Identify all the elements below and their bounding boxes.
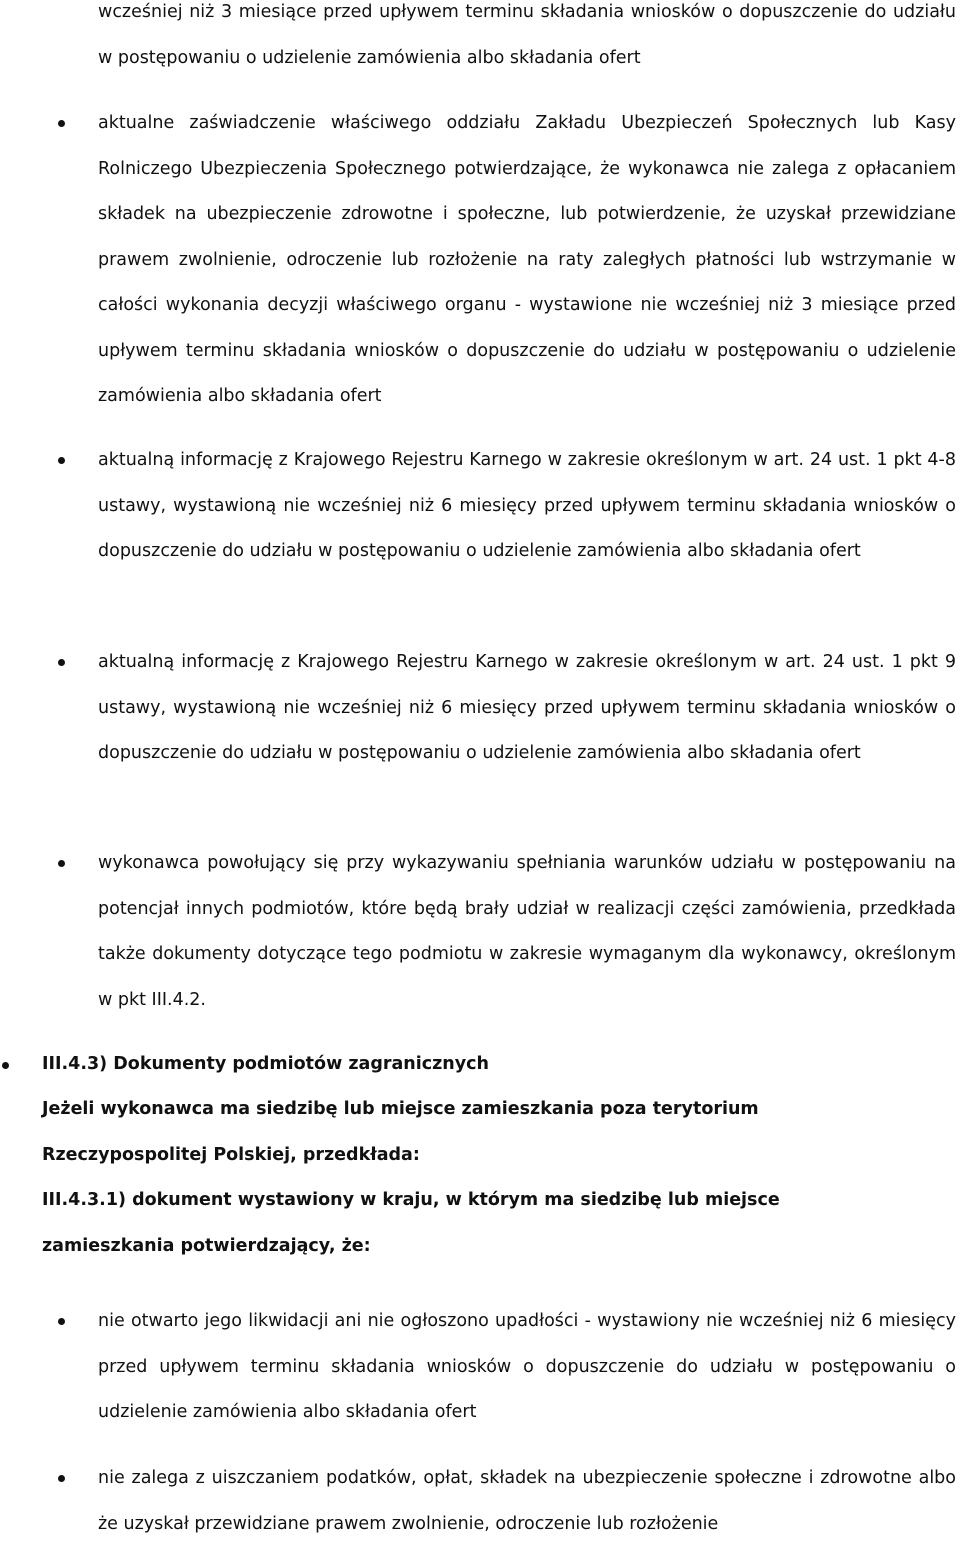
bullet-icon <box>58 1318 65 1325</box>
bullet-icon <box>58 1475 65 1482</box>
section-intro: Jeżeli wykonawca ma siedzibę lub miejsce zamieszkania poza terytorium Rzeczypospolitej Polskiej, przedkłada: <box>42 1099 759 1165</box>
list-item-zus: aktualne zaświadczenie właściwego oddziału Zakładu Ubezpieczeń Społecznych lub Kasy Rolniczego Ubezpieczenia Społecznego potwierdzające, że wykonawca nie zalega z opłacaniem składek na ubezpieczenie zdrowotne i społeczne, lub potwierdzenie, że uzyskał przewidziane prawem zwolnienie, odroczenie lub rozłożenie na raty zaległych płatności lub wstrzymanie w całości wykonania decyzji właściwego organu - wystawione nie wcześniej niż 3 miesiące przed upływem terminu składania wniosków o dopuszczenie do udziału w postępowaniu o udzielenie zamówienia albo składania ofert <box>98 113 956 406</box>
bullet-icon <box>58 659 65 666</box>
section-heading: III.4.3) Dokumenty podmiotów zagranicznych <box>42 1054 490 1074</box>
bullet-icon <box>58 457 65 464</box>
sub-item-taxes: nie zalega z uiszczaniem podatków, opłat, składek na ubezpieczenie społeczne i zdrowotne albo że uzyskał przewidziane prawem zwolnienie, odroczenie lub rozłożenie <box>98 1468 956 1534</box>
sub-item-liquidation: nie otwarto jego likwidacji ani nie ogłoszono upadłości - wystawiony nie wcześniej niż 6 miesięcy przed upływem terminu składania wniosków o dopuszczenie do udziału w postępowaniu o udzielenie zamówienia albo składania ofert <box>98 1311 956 1422</box>
bullet-icon <box>58 120 65 127</box>
list-item-krk-9: aktualną informację z Krajowego Rejestru Karnego w zakresie określonym w art. 24 ust. 1 pkt 9 ustawy, wystawioną nie wcześniej niż 6 miesięcy przed upływem terminu składania wniosków o dopuszczenie do udziału w postępowaniu o udzielenie zamówienia albo składania ofert <box>98 652 956 763</box>
list-item-krk-4-8: aktualną informację z Krajowego Rejestru Karnego w zakresie określonym w art. 24 ust. 1 pkt 4-8 ustawy, wystawioną nie wcześniej niż 6 miesięcy przed upływem terminu składania wniosków o dopuszczenie do udziału w postępowaniu o udzielenie zamówienia albo składania ofert <box>98 450 956 561</box>
bullet-icon <box>2 1062 9 1069</box>
subsection-heading: III.4.3.1) dokument wystawiony w kraju, w którym ma siedzibę lub miejsce zamieszkania potwierdzający, że: <box>42 1190 780 1256</box>
continuation-paragraph: wcześniej niż 3 miesiące przed upływem terminu składania wniosków o dopuszczenie do udziału w postępowaniu o udzielenie zamówienia albo składania ofert <box>98 2 956 68</box>
bullet-icon <box>58 860 65 867</box>
list-item-third-party: wykonawca powołujący się przy wykazywaniu spełniania warunków udziału w postępowaniu na potencjał innych podmiotów, które będą brały udział w realizacji części zamówienia, przedkłada także dokumenty dotyczące tego podmiotu w zakresie wymaganym dla wykonawcy, określonym w pkt III.4.2. <box>98 853 956 1010</box>
